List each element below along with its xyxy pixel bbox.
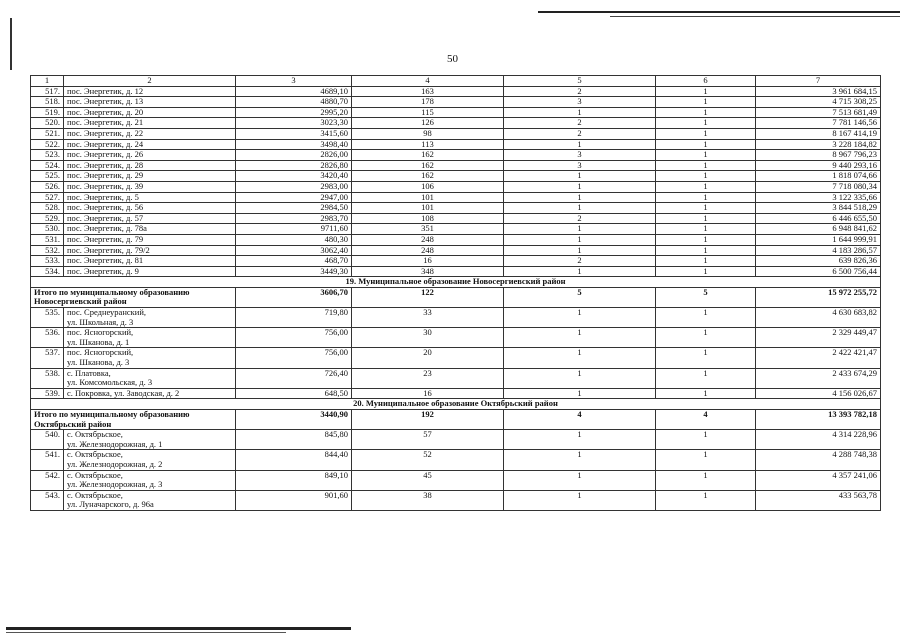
- total-cost: 15 972 255,72: [756, 287, 881, 307]
- residents-value: 162: [352, 171, 504, 182]
- column-5-value: 1: [504, 234, 656, 245]
- row-number: 536.: [31, 328, 64, 348]
- table-row: [31, 171, 881, 182]
- row-number: 520.: [31, 118, 64, 129]
- column-6-value: 1: [656, 213, 756, 224]
- address-line-2: ул. Школьная, д. 3: [67, 316, 134, 327]
- column-6-value: 1: [656, 192, 756, 203]
- scan-artifact-line: [538, 11, 900, 13]
- residents-value: 23: [352, 368, 504, 388]
- address-line-1: с. Октябрьское,: [67, 429, 123, 440]
- address: пос. Энергетик, д. 56: [64, 203, 236, 214]
- residents-value: 162: [352, 150, 504, 161]
- cost-value: 6 500 756,44: [756, 266, 881, 277]
- column-5-value: 2: [504, 86, 656, 97]
- row-number: 518.: [31, 97, 64, 108]
- address: пос. Энергетик, д. 26: [64, 150, 236, 161]
- row-number: 532.: [31, 245, 64, 256]
- residents-value: 101: [352, 203, 504, 214]
- table-row: [31, 308, 881, 328]
- column-5-value: 1: [504, 490, 656, 510]
- cost-value: 4 183 286,57: [756, 245, 881, 256]
- column-6-value: 1: [656, 470, 756, 490]
- column-5-value: 1: [504, 203, 656, 214]
- section-title: 19. Муниципальное образование Новосергиевский район: [31, 277, 881, 288]
- table-row: [31, 245, 881, 256]
- cost-value: 1 818 074,66: [756, 171, 881, 182]
- residents-value: 162: [352, 160, 504, 171]
- total-column-6: 5: [656, 287, 756, 307]
- table-row: [31, 490, 881, 510]
- residents-value: 106: [352, 181, 504, 192]
- area-value: 849,10: [236, 470, 352, 490]
- total-residents: 192: [352, 410, 504, 430]
- column-header: 5: [504, 76, 656, 87]
- column-6-value: 1: [656, 97, 756, 108]
- address-line-2: ул. Комсомольская, д. 3: [67, 377, 153, 388]
- row-number: 542.: [31, 470, 64, 490]
- address-line-2: ул. Железнодорожная, д. 3: [67, 479, 163, 490]
- table-row: [31, 328, 881, 348]
- total-column-5: 5: [504, 287, 656, 307]
- cost-value: 1 644 999,91: [756, 234, 881, 245]
- address: [64, 490, 236, 510]
- address: [64, 450, 236, 470]
- column-5-value: 1: [504, 107, 656, 118]
- cost-value: 4 314 228,96: [756, 430, 881, 450]
- area-value: 2826,00: [236, 150, 352, 161]
- column-5-value: 3: [504, 160, 656, 171]
- total-row: [31, 410, 881, 430]
- area-value: 3420,40: [236, 171, 352, 182]
- table-row: [31, 118, 881, 129]
- column-6-value: 1: [656, 86, 756, 97]
- total-residents: 122: [352, 287, 504, 307]
- area-value: 2983,00: [236, 181, 352, 192]
- row-number: 531.: [31, 234, 64, 245]
- address: [64, 348, 236, 368]
- column-6-value: 1: [656, 256, 756, 267]
- row-number: 517.: [31, 86, 64, 97]
- address: [64, 470, 236, 490]
- area-value: 726,40: [236, 368, 352, 388]
- cost-value: 639 826,36: [756, 256, 881, 267]
- residents-value: 351: [352, 224, 504, 235]
- table-row: [31, 224, 881, 235]
- row-number: 534.: [31, 266, 64, 277]
- table-row: [31, 97, 881, 108]
- column-5-value: 1: [504, 348, 656, 368]
- area-value: 3498,40: [236, 139, 352, 150]
- column-6-value: 1: [656, 450, 756, 470]
- address: пос. Энергетик, д. 12: [64, 86, 236, 97]
- residents-value: 248: [352, 234, 504, 245]
- address-line-2: ул. Железнодорожная, д. 2: [67, 458, 163, 469]
- row-number: 523.: [31, 150, 64, 161]
- cost-value: 6 446 655,50: [756, 213, 881, 224]
- area-value: 3023,30: [236, 118, 352, 129]
- column-6-value: 1: [656, 203, 756, 214]
- cost-value: 4 288 748,38: [756, 450, 881, 470]
- table-row: [31, 234, 881, 245]
- area-value: 844,40: [236, 450, 352, 470]
- residents-value: 33: [352, 308, 504, 328]
- table-row: [31, 213, 881, 224]
- row-number: 519.: [31, 107, 64, 118]
- address: [64, 430, 236, 450]
- cost-value: 7 781 146,56: [756, 118, 881, 129]
- residents-value: 30: [352, 328, 504, 348]
- column-5-value: 1: [504, 430, 656, 450]
- table-row: [31, 107, 881, 118]
- cost-value: 3 122 335,66: [756, 192, 881, 203]
- residents-value: 101: [352, 192, 504, 203]
- table-row: [31, 86, 881, 97]
- address-line-2: ул. Железнодорожная, д. 1: [67, 438, 163, 449]
- column-6-value: 1: [656, 128, 756, 139]
- cost-value: 4 357 241,06: [756, 470, 881, 490]
- column-5-value: 1: [504, 171, 656, 182]
- residents-value: 20: [352, 348, 504, 368]
- area-value: 4689,10: [236, 86, 352, 97]
- address-line-1: пос. Ясногорский,: [67, 327, 134, 338]
- column-6-value: 1: [656, 118, 756, 129]
- row-number: 521.: [31, 128, 64, 139]
- cost-value: 8 167 414,19: [756, 128, 881, 139]
- section-heading-row: [31, 399, 881, 410]
- column-header: 7: [756, 76, 881, 87]
- address-line-2: ул. Шканова, д. 3: [67, 357, 130, 368]
- column-5-value: 1: [504, 139, 656, 150]
- table-row: [31, 160, 881, 171]
- cost-value: 3 228 184,82: [756, 139, 881, 150]
- residents-value: 16: [352, 388, 504, 399]
- cost-value: 2 433 674,29: [756, 368, 881, 388]
- section-title: 20. Муниципальное образование Октябрьский район: [31, 399, 881, 410]
- cost-value: 9 440 293,16: [756, 160, 881, 171]
- address: пос. Энергетик, д. 81: [64, 256, 236, 267]
- column-6-value: 1: [656, 328, 756, 348]
- cost-value: 4 715 308,25: [756, 97, 881, 108]
- address: пос. Энергетик, д. 79/2: [64, 245, 236, 256]
- address-line-2: ул. Луначарского, д. 96а: [67, 499, 154, 510]
- table-row: [31, 368, 881, 388]
- total-cost: 13 393 782,18: [756, 410, 881, 430]
- cost-value: 4 630 683,82: [756, 308, 881, 328]
- row-number: 539.: [31, 388, 64, 399]
- row-number: 526.: [31, 181, 64, 192]
- residents-value: 98: [352, 128, 504, 139]
- table-row: [31, 470, 881, 490]
- column-5-value: 1: [504, 388, 656, 399]
- area-value: 480,30: [236, 234, 352, 245]
- column-5-value: 2: [504, 118, 656, 129]
- cost-value: 7 513 681,49: [756, 107, 881, 118]
- column-6-value: 1: [656, 150, 756, 161]
- column-6-value: 1: [656, 234, 756, 245]
- area-value: 2826,80: [236, 160, 352, 171]
- table-row: [31, 128, 881, 139]
- column-5-value: 1: [504, 245, 656, 256]
- address: пос. Энергетик, д. 28: [64, 160, 236, 171]
- column-5-value: 1: [504, 450, 656, 470]
- table-row: [31, 192, 881, 203]
- row-number: 524.: [31, 160, 64, 171]
- cost-value: 3 844 518,29: [756, 203, 881, 214]
- area-value: 648,50: [236, 388, 352, 399]
- residents-value: 16: [352, 256, 504, 267]
- area-value: 3449,30: [236, 266, 352, 277]
- column-5-value: 3: [504, 97, 656, 108]
- area-value: 3062,40: [236, 245, 352, 256]
- address: пос. Энергетик, д. 24: [64, 139, 236, 150]
- residents-value: 108: [352, 213, 504, 224]
- cost-value: 8 967 796,23: [756, 150, 881, 161]
- area-value: 2995,20: [236, 107, 352, 118]
- address: пос. Энергетик, д. 78а: [64, 224, 236, 235]
- column-6-value: 1: [656, 388, 756, 399]
- residents-value: 52: [352, 450, 504, 470]
- address-line-1: пос. Ясногорский,: [67, 347, 134, 358]
- column-header: 6: [656, 76, 756, 87]
- row-number: 530.: [31, 224, 64, 235]
- address-line-1: с. Платовка,: [67, 368, 111, 378]
- column-6-value: 1: [656, 171, 756, 182]
- residents-value: 45: [352, 470, 504, 490]
- column-6-value: 1: [656, 430, 756, 450]
- area-value: 756,00: [236, 348, 352, 368]
- address: пос. Энергетик, д. 5: [64, 192, 236, 203]
- page-number: 50: [447, 53, 458, 65]
- address-line-2: ул. Шканова, д. 1: [67, 336, 130, 347]
- address: с. Покровка, ул. Заводская, д. 2: [64, 388, 236, 399]
- column-5-value: 1: [504, 368, 656, 388]
- residents-value: 248: [352, 245, 504, 256]
- scan-artifact-line: [610, 16, 900, 17]
- column-5-value: 1: [504, 470, 656, 490]
- area-value: 468,70: [236, 256, 352, 267]
- column-number-row: [31, 76, 881, 87]
- address: пос. Энергетик, д. 22: [64, 128, 236, 139]
- residents-value: 115: [352, 107, 504, 118]
- address: пос. Энергетик, д. 57: [64, 213, 236, 224]
- area-value: 9711,60: [236, 224, 352, 235]
- address-line-1: с. Октябрьское,: [67, 490, 123, 500]
- table-row: [31, 256, 881, 267]
- row-number: 540.: [31, 430, 64, 450]
- column-6-value: 1: [656, 348, 756, 368]
- area-value: 2983,70: [236, 213, 352, 224]
- address: пос. Энергетик, д. 39: [64, 181, 236, 192]
- area-value: 901,60: [236, 490, 352, 510]
- cost-value: 6 948 841,62: [756, 224, 881, 235]
- table-row: [31, 450, 881, 470]
- column-header: 4: [352, 76, 504, 87]
- column-5-value: 1: [504, 328, 656, 348]
- table-row: [31, 203, 881, 214]
- row-number: 522.: [31, 139, 64, 150]
- cost-value: 4 156 026,67: [756, 388, 881, 399]
- section-heading-row: [31, 277, 881, 288]
- residents-value: 163: [352, 86, 504, 97]
- row-number: 528.: [31, 203, 64, 214]
- area-value: 719,80: [236, 308, 352, 328]
- column-6-value: 1: [656, 181, 756, 192]
- column-6-value: 1: [656, 490, 756, 510]
- scan-artifact-line: [6, 627, 351, 630]
- column-5-value: 1: [504, 266, 656, 277]
- address-line-1: пос. Среднеуранский,: [67, 307, 146, 318]
- row-number: 541.: [31, 450, 64, 470]
- table-row: [31, 150, 881, 161]
- total-column-6: 4: [656, 410, 756, 430]
- column-header: 2: [64, 76, 236, 87]
- table-row: [31, 388, 881, 399]
- column-5-value: 2: [504, 256, 656, 267]
- column-5-value: 3: [504, 150, 656, 161]
- total-column-5: 4: [504, 410, 656, 430]
- residents-value: 178: [352, 97, 504, 108]
- total-row: [31, 287, 881, 307]
- cost-value: 3 961 684,15: [756, 86, 881, 97]
- address: пос. Энергетик, д. 29: [64, 171, 236, 182]
- residents-value: 113: [352, 139, 504, 150]
- cost-value: 7 718 080,34: [756, 181, 881, 192]
- total-area: 3440,90: [236, 410, 352, 430]
- column-header: 3: [236, 76, 352, 87]
- table-row: [31, 266, 881, 277]
- column-6-value: 1: [656, 266, 756, 277]
- column-6-value: 1: [656, 245, 756, 256]
- column-6-value: 1: [656, 160, 756, 171]
- row-number: 535.: [31, 308, 64, 328]
- table-row: [31, 348, 881, 368]
- address-line-1: с. Октябрьское,: [67, 449, 123, 460]
- address: пос. Энергетик, д. 9: [64, 266, 236, 277]
- address: пос. Энергетик, д. 13: [64, 97, 236, 108]
- area-value: 3415,60: [236, 128, 352, 139]
- scan-artifact-line: [6, 632, 286, 633]
- housing-table: [30, 75, 881, 511]
- column-5-value: 1: [504, 192, 656, 203]
- column-6-value: 1: [656, 107, 756, 118]
- row-number: 533.: [31, 256, 64, 267]
- address-line-1: с. Октябрьское,: [67, 470, 123, 480]
- area-value: 2984,50: [236, 203, 352, 214]
- residents-value: 38: [352, 490, 504, 510]
- area-value: 756,00: [236, 328, 352, 348]
- area-value: 4880,70: [236, 97, 352, 108]
- residents-value: 348: [352, 266, 504, 277]
- total-label: Итого по муниципальному образованию Новосергиевский район: [31, 287, 236, 307]
- column-5-value: 2: [504, 128, 656, 139]
- total-area: 3606,70: [236, 287, 352, 307]
- residents-value: 57: [352, 430, 504, 450]
- column-5-value: 1: [504, 181, 656, 192]
- address: пос. Энергетик, д. 21: [64, 118, 236, 129]
- table-row: [31, 181, 881, 192]
- address: [64, 308, 236, 328]
- address: пос. Энергетик, д. 79: [64, 234, 236, 245]
- column-6-value: 1: [656, 368, 756, 388]
- column-6-value: 1: [656, 139, 756, 150]
- total-label: Итого по муниципальному образованию Октябрьский район: [31, 410, 236, 430]
- address: [64, 328, 236, 348]
- area-value: 845,80: [236, 430, 352, 450]
- column-6-value: 1: [656, 224, 756, 235]
- row-number: 529.: [31, 213, 64, 224]
- address: [64, 368, 236, 388]
- row-number: 537.: [31, 348, 64, 368]
- row-number: 527.: [31, 192, 64, 203]
- cost-value: 2 329 449,47: [756, 328, 881, 348]
- column-5-value: 2: [504, 213, 656, 224]
- address: пос. Энергетик, д. 20: [64, 107, 236, 118]
- column-5-value: 1: [504, 308, 656, 328]
- residents-value: 126: [352, 118, 504, 129]
- column-5-value: 1: [504, 224, 656, 235]
- column-6-value: 1: [656, 308, 756, 328]
- table-row: [31, 430, 881, 450]
- cost-value: 433 563,78: [756, 490, 881, 510]
- cost-value: 2 422 421,47: [756, 348, 881, 368]
- area-value: 2947,00: [236, 192, 352, 203]
- row-number: 543.: [31, 490, 64, 510]
- column-header: 1: [31, 76, 64, 87]
- row-number: 538.: [31, 368, 64, 388]
- table-row: [31, 139, 881, 150]
- row-number: 525.: [31, 171, 64, 182]
